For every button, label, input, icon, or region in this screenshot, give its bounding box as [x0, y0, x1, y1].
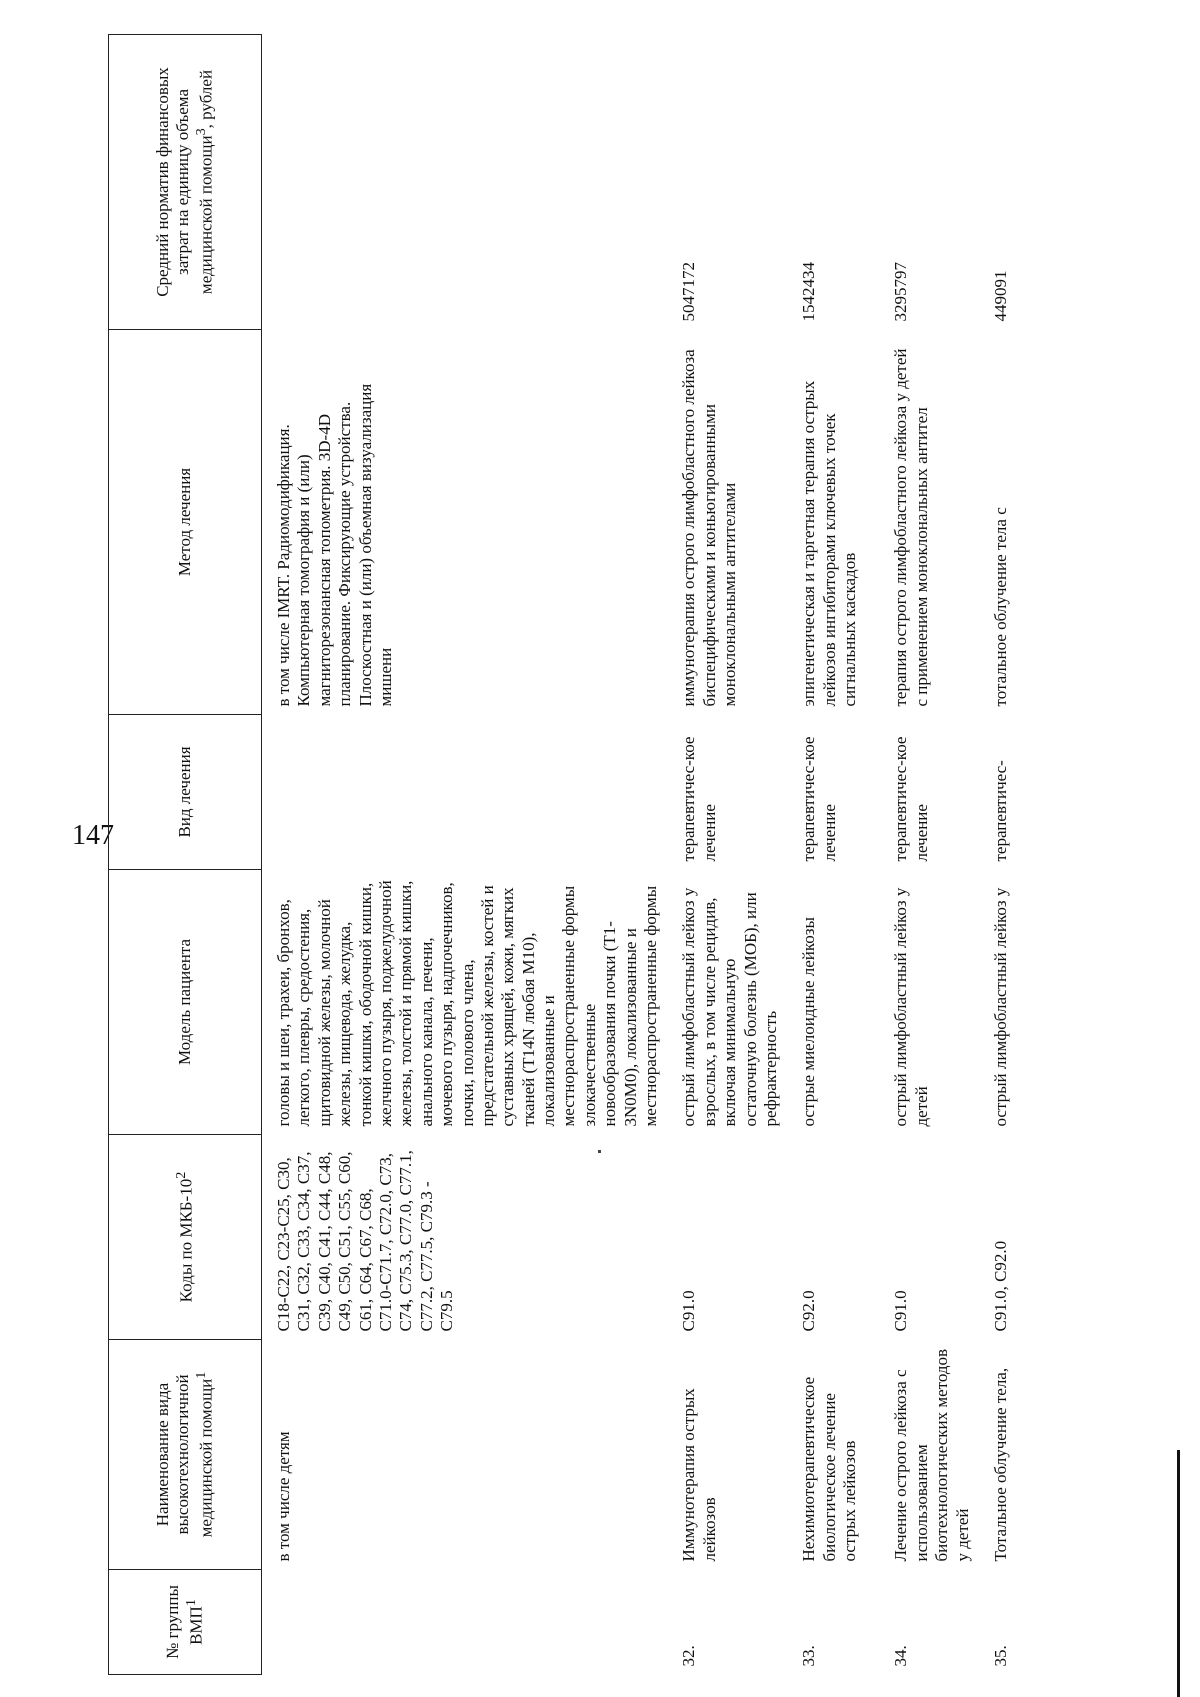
row-icd-codes: C92.0 [799, 1290, 819, 1332]
header-vmp-name: Наименование вида высокотехнологичной медицинской помощи$^1$ [109, 1340, 262, 1570]
row-vmp-name: Иммунотерапия острых лейкозов [679, 1388, 719, 1562]
header-treatment-method: Метод лечения [109, 330, 262, 715]
header-group-number: № группы ВМП$^1$ [109, 1570, 262, 1675]
row-patient-model: острые миелоидные лейкозы [799, 917, 819, 1127]
row-treatment-method: эпигенетическая и таргетная терапия острых лейкозов ингибиторами ключевых точек сигнальных каскадов [799, 380, 860, 707]
page-number: 147 [72, 820, 114, 851]
table-row [787, 35, 879, 1675]
table-row [262, 35, 668, 1675]
row-average-cost: 3295797 [891, 262, 911, 322]
table-header-row [109, 35, 262, 1675]
row-vmp-name: Нехимиотерапевтическое биологическое лечение острых лейкозов [799, 1376, 860, 1562]
row-patient-model: головы и шеи, трахеи, бронхов, легкого, плевры, средостения, щитовидной железы, молочной железы, пищевода, желудка, тонкой кишки, ободочной кишки, желчного пузыря, поджелудочной железы, толстой и прямой кишки, анального канала, печени, мочевого пузыря, надпочечников, почки, полового члена, предстательной железы, костей и суставных хрящей, кожи, мягких тканей (T14N любая M10), локализованные и местнораспространенные формы злокачественные новообразования почки (T1-3N0M0), локализованные и местнораспространенные формы [274, 880, 661, 1127]
header-patient-model: Модель пациента [109, 870, 262, 1135]
row-patient-model: острый лимфобластный лейкоз у детей [891, 887, 931, 1127]
row-icd-codes: C91.0, C92.0 [990, 1240, 1010, 1332]
vmp-table [108, 34, 1059, 1675]
row-number: 32. [679, 1645, 699, 1667]
row-treatment-method: иммунотерапия острого лимфобластного лейкоза биспецифическими и коньюгированными моноклональными антителами [679, 349, 740, 707]
row-vmp-name: Лечение острого лейкоза с использованием биотехнологических методов у детей [891, 1348, 972, 1562]
table-row [879, 35, 979, 1675]
row-number: 33. [799, 1645, 819, 1667]
row-patient-model: острый лимфобластный лейкоз у [990, 887, 1010, 1127]
row-treatment-method: в том числе IMRT. Радиомодификация. Компьютерная томография и (или) магниторезонансная топометрия. 3D-4D планирование. Фиксирующие устройства. Плоскостная и (или) объемная визуализация мишени [274, 383, 395, 707]
header-icd-codes: Коды по МКБ-$10^2$ [109, 1135, 262, 1340]
header-treatment-type: Вид лечения [109, 715, 262, 870]
row-treatment-type [262, 715, 668, 870]
row-average-cost: 449091 [990, 270, 1010, 322]
row-treatment-type: терапевтичес-кое лечение [679, 736, 719, 862]
row-treatment-method: тотальное облучение тела с [990, 507, 1010, 707]
row-treatment-type: терапевтичес-кое лечение [799, 736, 839, 862]
row-number [262, 1570, 668, 1675]
row-vmp-name: Тотальное облучение тела, [990, 1367, 1010, 1562]
row-treatment-method: терапия острого лимфобластного лейкоза у детей с применением моноклональных антител [891, 348, 931, 707]
row-treatment-type: терапевтичес-кое лечение [891, 736, 931, 862]
table-row [667, 35, 787, 1675]
row-number: 35. [990, 1645, 1010, 1667]
scan-speck [598, 1150, 601, 1153]
row-average-cost: 5047172 [679, 262, 699, 322]
row-average-cost [262, 35, 668, 330]
row-vmp-name: в том числе детям [274, 1431, 293, 1562]
scan-edge-line [1177, 1450, 1180, 1697]
row-icd-codes: C91.0 [891, 1290, 911, 1332]
row-patient-model: острый лимфобластный лейкоз у взрослых, в том числе рецидив, включая минимальную остаточную болезнь (МОБ), или рефрактерность [679, 887, 780, 1127]
header-average-cost: Средний норматив финансовых затрат на единицу объема медицинской помощи$^3$, рублей [109, 35, 262, 330]
table-row [979, 35, 1059, 1675]
row-average-cost: 1542434 [799, 262, 819, 322]
rotated-table-wrapper [108, 35, 1148, 1675]
row-icd-codes: C18-C22, C23-C25, C30, C31, C32, C33, C34, C37, C39, C40, C41, C44, C48, C49, C50, C51, C55, C60, C61, C64, C67, C68, C71.0-C71.7, C72.0, C73, C74, C75.3, C77.0, C77.1, C77.2, C77.5, C79.3 - C79.5 [274, 1150, 457, 1332]
row-number: 34. [891, 1645, 911, 1667]
row-icd-codes: C91.0 [679, 1290, 699, 1332]
row-treatment-type: терапевтичес- [990, 760, 1010, 862]
